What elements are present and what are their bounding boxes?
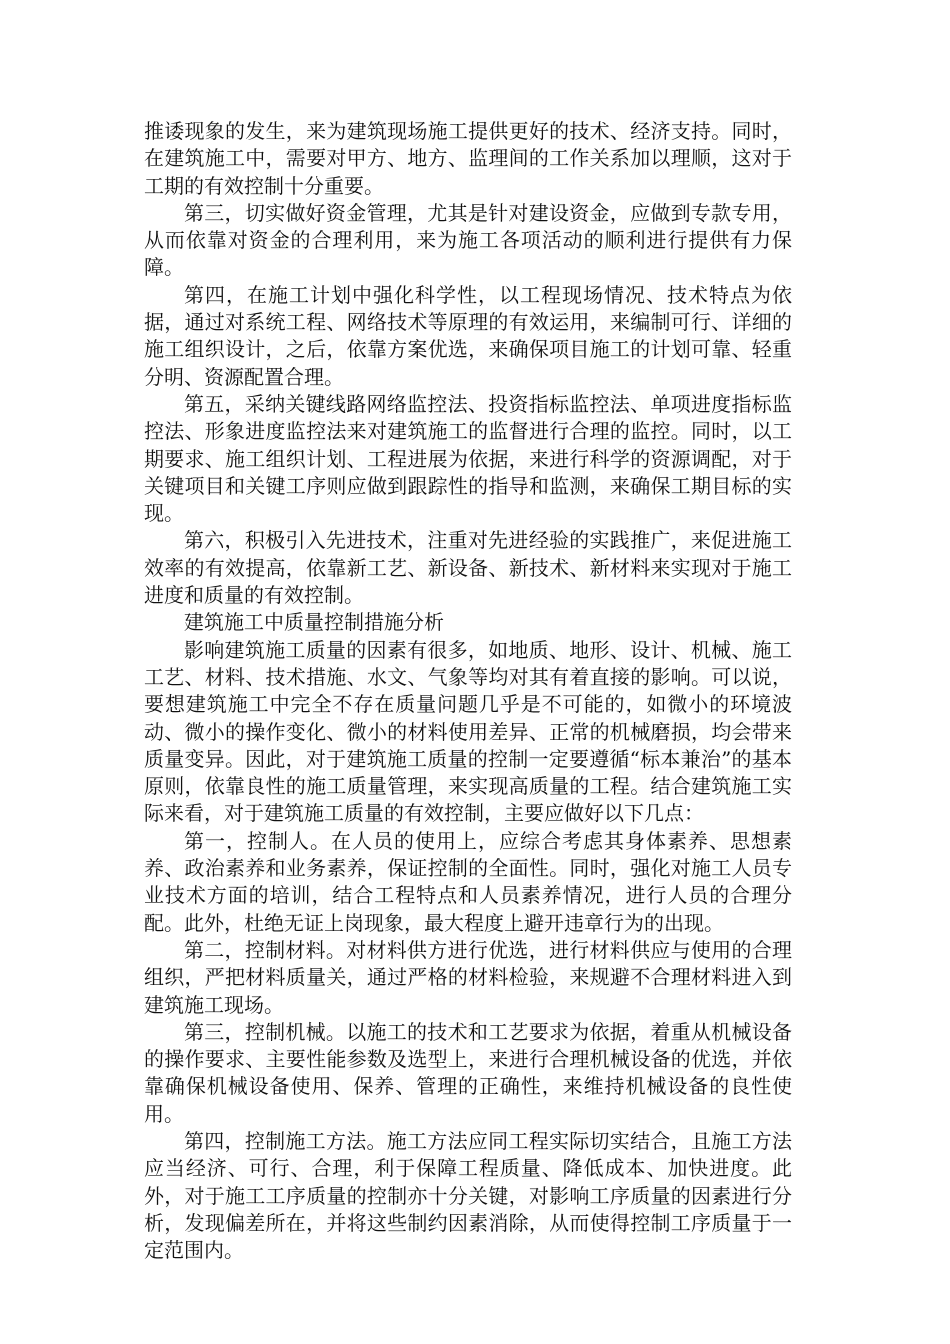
paragraph: 第一，控制人。在人员的使用上，应综合考虑其身体素养、思想素养、政治素养和业务素养，保证控制的全面性。同时，强化对施工人员专业技术方面的培训，结合工程特点和人员素养情况，进行人员的合理分配。此外，杜绝无证上岗现象，最大程度上避开违章行为的出现。 <box>144 828 792 935</box>
paragraph: 第三，控制机械。以施工的技术和工艺要求为依据，着重从机械设备的操作要求、主要性能参数及选型上，来进行合理机械设备的优选，并依靠确保机械设备使用、保养、管理的正确性，来维持机械设备的良性使用。 <box>144 1019 792 1126</box>
paragraph: 第六，积极引入先进技术，注重对先进经验的实践推广，来促进施工效率的有效提高，依靠新工艺、新设备、新技术、新材料来实现对于施工进度和质量的有效控制。 <box>144 528 792 608</box>
paragraph: 第二，控制材料。对材料供方进行优选，进行材料供应与使用的合理组织，严把材料质量关，通过严格的材料检验，来规避不合理材料进入到建筑施工现场。 <box>144 937 792 1017</box>
paragraph: 推诿现象的发生，来为建筑现场施工提供更好的技术、经济支持。同时，在建筑施工中，需要对甲方、地方、监理间的工作关系加以理顺，这对于工期的有效控制十分重要。 <box>144 119 792 198</box>
paragraph: 第四，控制施工方法。施工方法应同工程实际切实结合，且施工方法应当经济、可行、合理，利于保障工程质量、降低成本、加快进度。此外，对于施工工序质量的控制亦十分关键，对影响工序质量的因素进行分析，发现偏差所在，并将这些制约因素消除，从而使得控制工序质量于一定范围内。 <box>144 1128 792 1263</box>
paragraph: 第五，采纳关键线路网络监控法、投资指标监控法、单项进度指标监控法、形象进度监控法来对建筑施工的监督进行合理的监控。同时，以工期要求、施工组织计划、工程进展为依据，来进行科学的资源调配，对于关键项目和关键工序则应做到跟踪性的指导和监测，来确保工期目标的实现。 <box>144 391 792 526</box>
paragraph: 第四，在施工计划中强化科学性，以工程现场情况、技术特点为依据，通过对系统工程、网络技术等原理的有效运用，来编制可行、详细的施工组织设计，之后，依靠方案优选，来确保项目施工的计划可靠、轻重分明、资源配置合理。 <box>144 282 792 389</box>
paragraph: 第三，切实做好资金管理，尤其是针对建设资金，应做到专款专用，从而依靠对资金的合理利用，来为施工各项活动的顺利进行提供有力保障。 <box>144 200 792 280</box>
section-heading: 建筑施工中质量控制措施分析 <box>184 610 444 635</box>
document-body <box>144 118 792 1264</box>
paragraph: 影响建筑施工质量的因素有很多，如地质、地形、设计、机械、施工工艺、材料、技术措施、水文、气象等均对其有着直接的影响。可以说，要想建筑施工中完全不存在质量问题几乎是不可能的，如微小的环境波动、微小的操作变化、微小的材料使用差异、正常的机械磨损，均会带来质量变异。因此，对于建筑施工质量的控制一定要遵循“标本兼治”的基本原则，依靠良性的施工质量管理，来实现高质量的工程。结合建筑施工实际来看，对于建筑施工质量的有效控制，主要应做好以下几点： <box>144 637 792 826</box>
